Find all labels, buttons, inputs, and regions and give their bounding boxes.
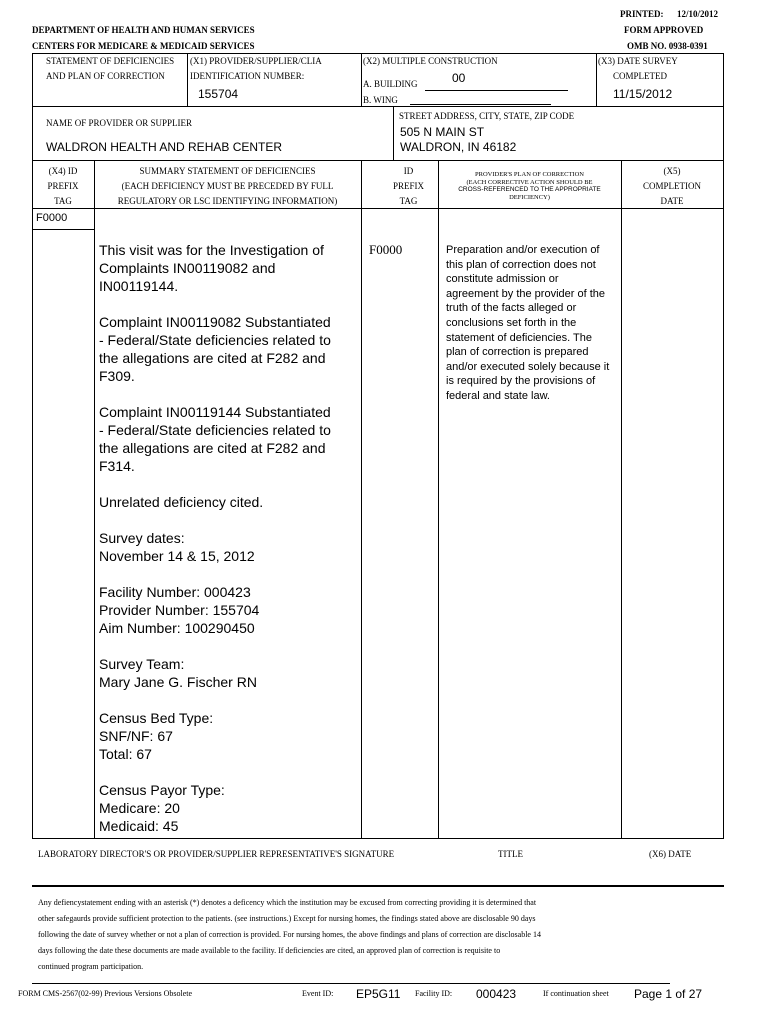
summary-header-line-3: REGULATORY OR LSC IDENTIFYING INFORMATION)	[117, 196, 338, 206]
x1-label-1: (X1) PROVIDER/SUPPLIER/CLIA	[190, 56, 322, 66]
summary-paragraph: Unrelated deficiency cited.	[99, 494, 264, 510]
id-header-line-1: ID	[403, 166, 414, 176]
x5-header-line-1: (X5)	[663, 166, 681, 176]
building-label: A. BUILDING	[363, 79, 418, 89]
summary-paragraph: Census Bed Type: SNF/NF: 67 Total: 67	[99, 710, 214, 762]
building-value: 00	[452, 71, 466, 85]
provider-name-label: NAME OF PROVIDER OR SUPPLIER	[46, 118, 193, 128]
x4-header-line-3: TAG	[54, 196, 72, 206]
statement-label-1: STATEMENT OF DEFICIENCIES	[46, 56, 175, 66]
summary-paragraph: Facility Number: 000423 Provider Number: 155704 Aim Number: 100290450	[99, 584, 260, 636]
title-label: TITLE	[498, 849, 523, 859]
printed-label: PRINTED:	[620, 9, 664, 19]
poc-header-line-1: PROVIDER'S PLAN OF CORRECTION	[475, 171, 584, 178]
provider-name-value: WALDRON HEALTH AND REHAB CENTER	[46, 140, 283, 154]
x4-header-line-2: PREFIX	[47, 181, 79, 191]
address-label: STREET ADDRESS, CITY, STATE, ZIP CODE	[399, 111, 575, 121]
statement-label-2: AND PLAN OF CORRECTION	[46, 71, 165, 81]
id-header-line-3: TAG	[399, 196, 418, 206]
facility-id-label: Facility ID:	[415, 989, 453, 998]
survey-date-value: 11/15/2012	[613, 87, 673, 101]
id-header	[379, 164, 438, 209]
omb-number: OMB NO. 0938-0391	[627, 41, 708, 51]
summary-statement	[99, 241, 359, 853]
wing-label: B. WING	[363, 95, 398, 105]
right-tag: F0000	[369, 242, 403, 257]
poc-header-line-3: CROSS-REFERENCED TO THE APPROPRIATE	[458, 186, 601, 193]
event-id-label: Event ID:	[302, 989, 334, 998]
x5-header	[621, 164, 723, 209]
printed-date: 12/10/2012	[677, 9, 719, 19]
disclaimer-line: continued program participation.	[38, 962, 144, 971]
x3-label-2: COMPLETED	[613, 71, 667, 81]
summary-paragraph: Complaint IN00119082 Substantiated - Federal/State deficiencies related to the allegations are cited at F282 and F309.	[99, 314, 331, 384]
summary-paragraph: Complaint IN00119144 Substantiated - Federal/State deficiencies related to the allegations are cited at F282 and F314.	[99, 404, 331, 474]
summary-paragraph: Survey Team: Mary Jane G. Fischer RN	[99, 656, 257, 690]
disclaimer-line: days following the date these documents are made available to the facility. If deficiencies are cited, an approved plan of correction is requisite to	[38, 946, 501, 955]
x4-header-line-1: (X4) ID	[48, 166, 78, 176]
x2-label: (X2) MULTIPLE CONSTRUCTION	[363, 56, 498, 66]
x3-label-1: (X3) DATE SURVEY	[598, 56, 678, 66]
x5-header-line-2: COMPLETION	[643, 181, 701, 191]
disclaimer-line: following the date of survey whether or not a plan of correction is provided. For nursing homes, the above findings and plans of correction are disclosable 14	[38, 930, 541, 939]
poc-header	[438, 171, 621, 201]
address-line-1: 505 N MAIN ST	[400, 125, 485, 139]
summary-header-line-2: (EACH DEFICIENCY MUST BE PRECEDED BY FULL	[121, 181, 334, 191]
continuation-label: If continuation sheet	[543, 989, 609, 998]
department-title: DEPARTMENT OF HEALTH AND HUMAN SERVICES	[32, 25, 255, 35]
x5-header-line-3: DATE	[660, 196, 684, 206]
disclaimer-line: Any defiencystatement ending with an asterisk (*) denotes a deficency which the institution may be excused from correcting providing it is determined that	[38, 898, 537, 907]
summary-paragraph: This visit was for the Investigation of Complaints IN00119082 and IN00119144.	[99, 242, 324, 294]
page-number: Page 1 of 27	[634, 987, 703, 1001]
centers-title: CENTERS FOR MEDICARE & MEDICAID SERVICES	[32, 41, 255, 51]
left-tag: F0000	[36, 212, 68, 224]
date-label: (X6) DATE	[649, 849, 692, 859]
form-approved: FORM APPROVED	[624, 25, 704, 35]
x1-label-2: IDENTIFICATION NUMBER:	[190, 71, 305, 81]
provider-id-value: 155704	[198, 87, 239, 101]
event-id-value: EP5G11	[356, 987, 401, 1001]
summary-paragraph: Survey dates: November 14 & 15, 2012	[99, 530, 255, 564]
form-number: FORM CMS-2567(02-99) Previous Versions Obsolete	[18, 989, 193, 998]
id-header-line-2: PREFIX	[392, 181, 424, 191]
facility-id-value: 000423	[476, 987, 517, 1001]
disclaimer-line: other safegaurds provide sufficient protection to the patients. (see instructions.) Except for nursing homes, the findings stated above are disclosable 90 days	[38, 914, 536, 923]
summary-paragraph: Census Payor Type: Medicare: 20 Medicaid: 45	[99, 782, 225, 834]
signature-label: LABORATORY DIRECTOR'S OR PROVIDER/SUPPLIER REPRESENTATIVE'S SIGNATURE	[38, 849, 395, 859]
x4-header	[32, 164, 94, 209]
poc-header-line-2: (EACH CORRECTIVE ACTION SHOULD BE	[466, 178, 593, 186]
plan-of-correction: Preparation and/or execution of this plan of correction does not constitute admission or agreement by the provider of the truth of the facts alleged or conclusions set forth in the statement of deficiencies. The plan of correction is prepared and/or executed solely because it is required by the provisions of federal and state law.	[446, 244, 610, 402]
disclaimer	[38, 895, 698, 975]
address-line-2: WALDRON, IN 46182	[400, 140, 517, 154]
summary-header	[94, 164, 361, 209]
poc-header-line-4: DEFICIENCY)	[509, 193, 550, 201]
summary-header-line-1: SUMMARY STATEMENT OF DEFICIENCIES	[139, 166, 316, 176]
